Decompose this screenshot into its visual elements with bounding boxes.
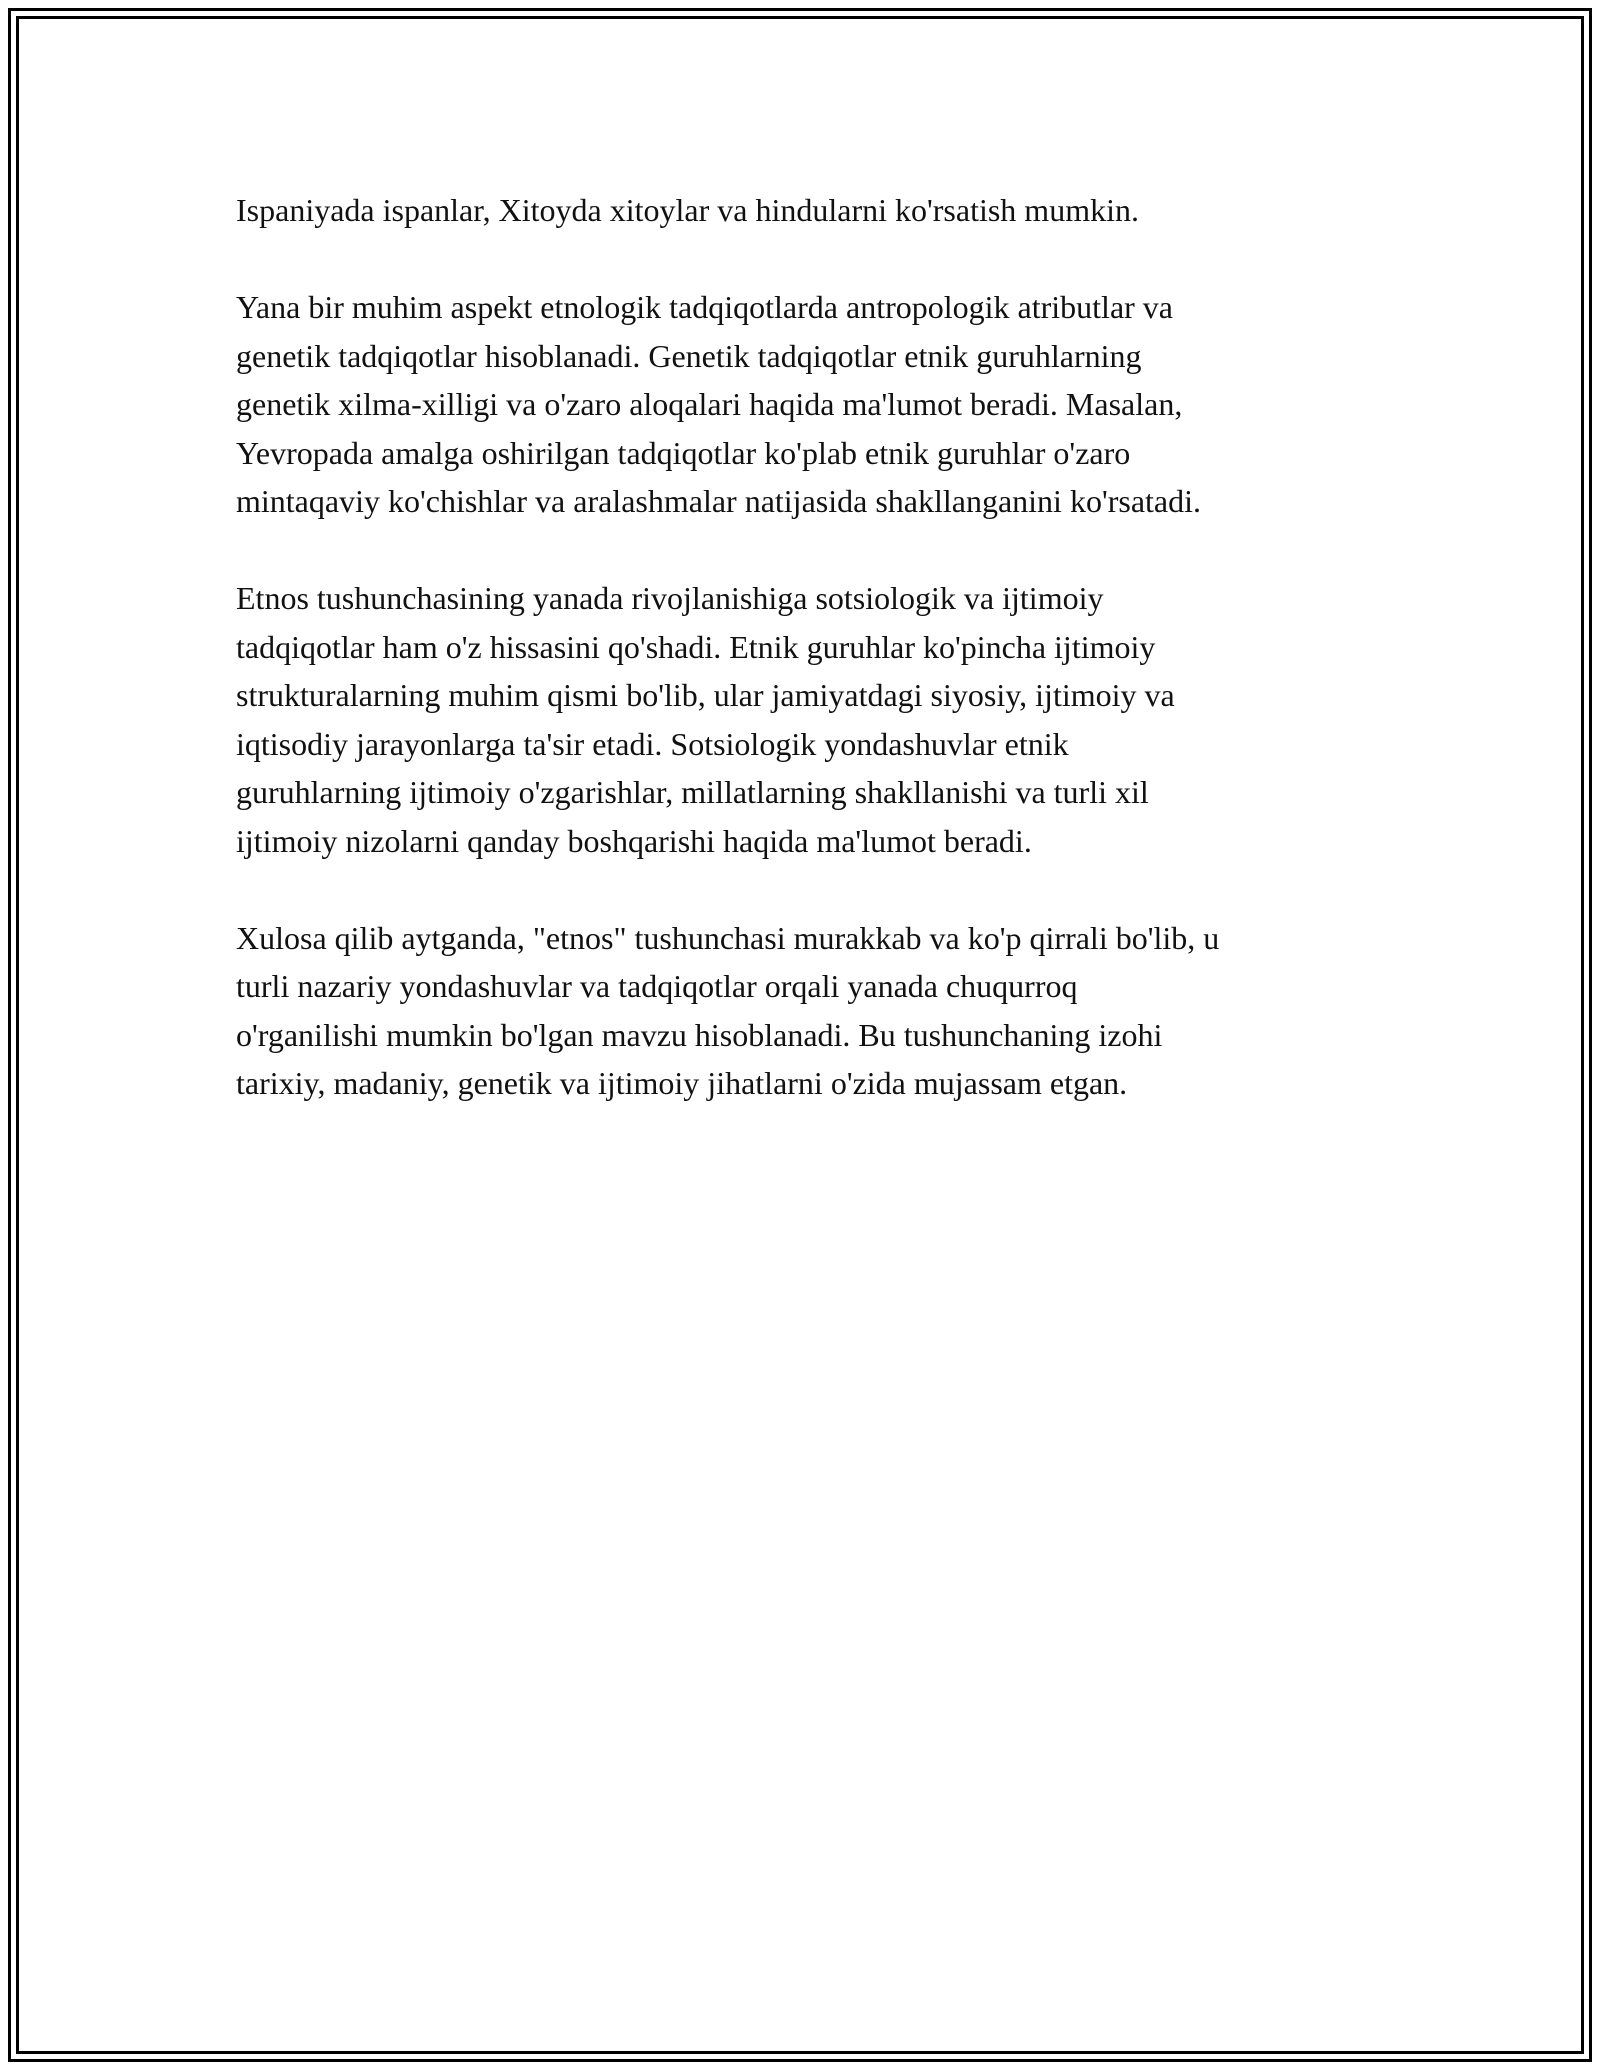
text-line: iqtisodiy jarayonlarga ta'sir etadi. Sotsiologik yondashuvlar etnik [236, 725, 1069, 762]
text-line: Yevropada amalga oshirilgan tadqiqotlar ko'plab etnik guruhlar o'zaro [236, 434, 1131, 471]
text-line: ijtimoiy nizolarni qanday boshqarishi haqida ma'lumot beradi. [236, 822, 1032, 859]
text-line: genetik tadqiqotlar hisoblanadi. Genetik tadqiqotlar etnik guruhlarning [236, 337, 1142, 374]
paragraph-2 [236, 283, 1376, 526]
paragraph-3 [236, 574, 1376, 865]
text-line: tarixiy, madaniy, genetik va ijtimoiy jihatlarni o'zida mujassam etgan. [236, 1065, 1128, 1101]
text-line: o'rganilishi mumkin bo'lgan mavzu hisoblanadi. Bu tushunchaning izohi [236, 1016, 1163, 1053]
paragraph-1 [236, 186, 1376, 235]
text-line: Xulosa qilib aytganda, "etnos" tushunchasi murakkab va ko'p qirrali bo'lib, u [236, 919, 1220, 956]
paragraph-4 [236, 914, 1376, 1108]
text-line: Ispaniyada ispanlar, Xitoyda xitoylar va hindularni ko'rsatish mumkin. [236, 192, 1139, 228]
text-line: Yana bir muhim aspekt etnologik tadqiqotlarda antropologik atributlar va [236, 289, 1173, 325]
text-line: Etnos tushunchasining yanada rivojlanishiga sotsiologik va ijtimoiy [236, 580, 1104, 616]
text-line: mintaqaviy ko'chishlar va aralashmalar natijasida shakllanganini ko'rsatadi. [236, 483, 1201, 519]
text-line: guruhlarning ijtimoiy o'zgarishlar, millatlarning shakllanishi va turli xil [236, 774, 1149, 810]
text-line: strukturalarning muhim qismi bo'lib, ular jamiyatdagi siyosiy, ijtimoiy va [236, 677, 1175, 713]
document-body [236, 186, 1376, 1156]
text-line: genetik xilma-xilligi va o'zaro aloqalari haqida ma'lumot beradi. Masalan, [236, 386, 1183, 422]
text-line: tadqiqotlar ham o'z hissasini qo'shadi. Etnik guruhlar ko'pincha ijtimoiy [236, 628, 1156, 665]
text-line: turli nazariy yondashuvlar va tadqiqotlar orqali yanada chuqurroq [236, 968, 1078, 1004]
